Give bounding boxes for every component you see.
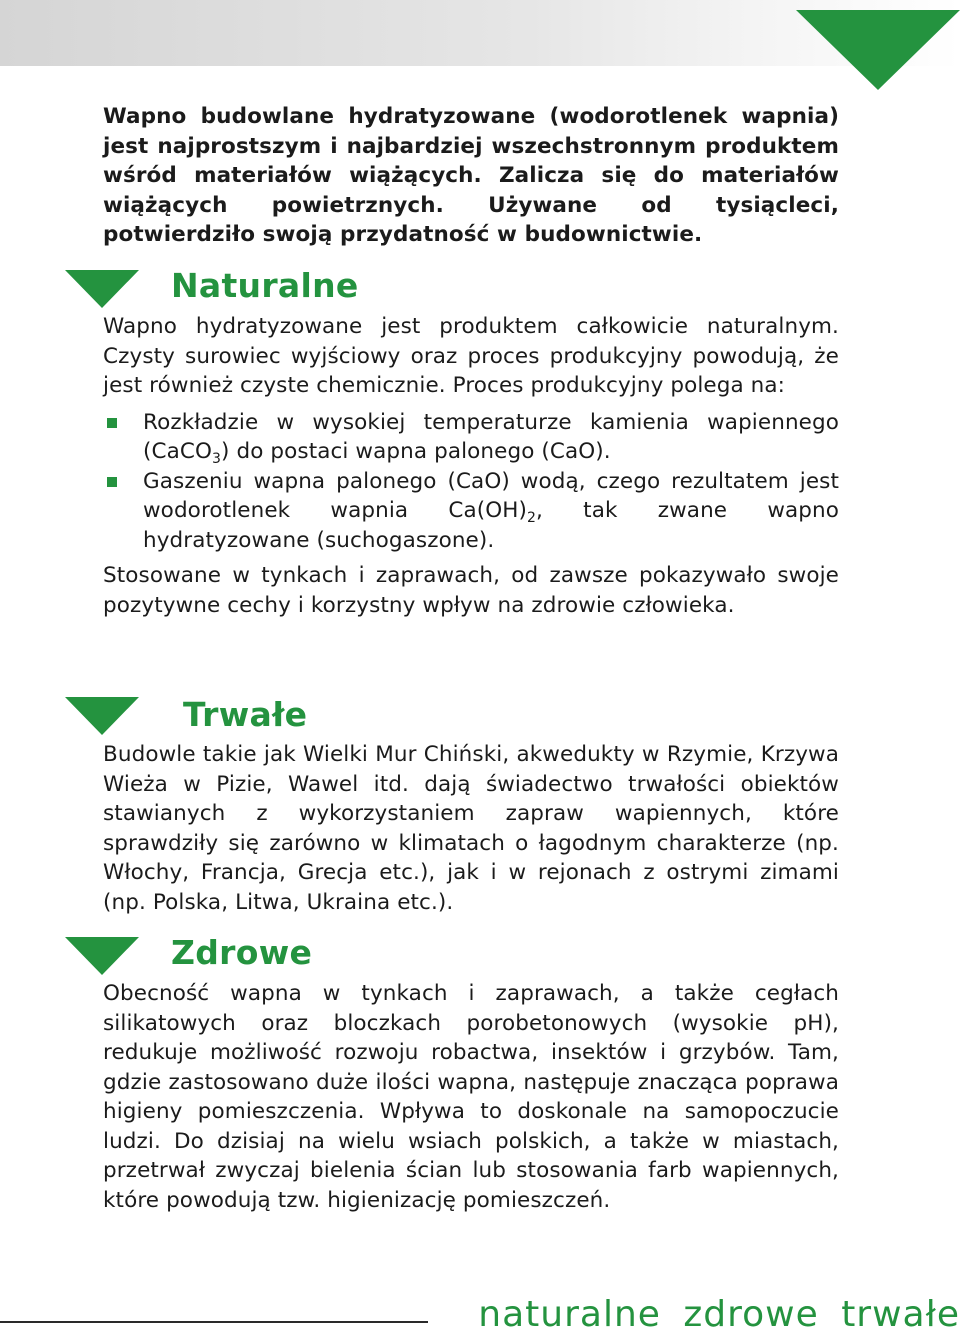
footer-tagline: naturalne zdrowe trwałe — [478, 1294, 960, 1335]
footer-rule — [0, 1321, 428, 1323]
list-item: Rozkładzie w wysokiej temperaturze kamienia wapiennego (CaCO$_3$) do postaci wapna palonego (CaO). — [103, 408, 839, 467]
heading-zdrowe: Zdrowe — [171, 933, 313, 972]
corner-triangle-icon — [796, 10, 960, 90]
section-trwale — [103, 740, 839, 917]
section-zdrowe — [103, 979, 839, 1215]
naturalne-paragraph-2: Stosowane w tynkach i zaprawach, od zawsze pokazywało swoje pozytywne cechy i korzystny wpływ na zdrowie człowieka. — [103, 563, 839, 618]
list-item: Gaszeniu wapna palonego (CaO) wodą, czego rezultatem jest wodorotlenek wapnia $Ca(OH)_2$, tak zwane wapno hydratyzowane (suchogaszone). — [103, 467, 839, 556]
zdrowe-paragraph: Obecność wapna w tynkach i zaprawach, a także cegłach silikatowych oraz bloczkach porobetonowych (wysokie pH), redukuje możliwość rozwoju robactwa, insektów i grzybów. Tam, gdzie zastosowano duże ilości wapna, następuje znacząca poprawa higieny pomieszczenia. Wpływa to doskonale na samopoczucie ludzi. Do dzisiaj na wielu wsiach polskich, a także w miastach, przetrwał zwyczaj bielenia ścian lub stosowania farb wapiennych, które powodują tzw. higienizację pomieszczeń. — [103, 981, 839, 1213]
intro-paragraph: Wapno budowlane hydratyzowane (wodorotlenek wapnia) jest najprostszym i najbardziej wszechstronnym produktem wśród materiałów wiążących. Zalicza się do materiałów wiążących powietrznych. Używane od tysiącleci, potwierdziło swoją przydatność w budownictwie. — [103, 104, 839, 247]
trwale-paragraph: Budowle takie jak Wielki Mur Chiński, akwedukty w Rzymie, Krzywa Wieża w Pizie, Wawel itd. dają świadectwo trwałości obiektów stawianych z wykorzystaniem zapraw wapiennych, które sprawdziły się zarówno w klimatach o łagodnym charakterze (np. Włochy, Francja, Grecja etc.), jak i w rejonach z ostrymi zimami (np. Polska, Litwa, Ukraina etc.). — [103, 742, 839, 915]
section-naturalne — [103, 312, 839, 620]
section-marker-icon — [65, 270, 139, 308]
heading-trwale: Trwałe — [183, 695, 308, 734]
section-marker-icon — [65, 697, 139, 735]
bullet-square-icon — [107, 477, 117, 487]
bullet-square-icon — [107, 418, 117, 428]
heading-naturalne: Naturalne — [171, 266, 359, 305]
naturalne-paragraph: Wapno hydratyzowane jest produktem całkowicie naturalnym. Czysty surowiec wyjściowy oraz proces produkcyjny powodują, że jest również czyste chemicznie. Proces produkcyjny polega na: — [103, 314, 839, 398]
process-list — [103, 408, 839, 556]
section-marker-icon — [65, 937, 139, 975]
